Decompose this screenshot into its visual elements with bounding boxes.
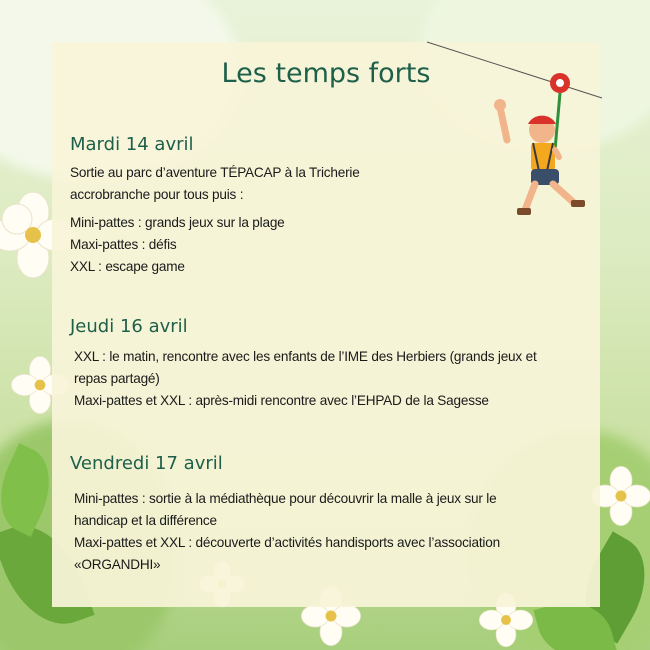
section-heading: Jeudi 16 avril xyxy=(70,316,188,337)
text-line: XXL : escape game xyxy=(70,259,185,274)
text-line: Mini-pattes : sortie à la médiathèque pour découvrir la malle à jeux sur le xyxy=(74,491,497,506)
text-line: Maxi-pattes : défis xyxy=(70,237,177,252)
text-line: Mini-pattes : grands jeux sur la plage xyxy=(70,215,285,230)
text-line: XXL : le matin, rencontre avec les enfants de l’IME des Herbiers (grands jeux et xyxy=(74,349,537,364)
page-title: Les temps forts xyxy=(221,58,431,89)
content-card xyxy=(52,42,600,607)
text-line: repas partagé) xyxy=(74,371,160,386)
text-line: accrobranche pour tous puis : xyxy=(70,187,244,202)
text-line: Sortie au parc d’aventure TÉPACAP à la Tricherie xyxy=(70,165,360,180)
section-body xyxy=(74,346,594,412)
text-line: Maxi-pattes et XXL : après-midi rencontre avec l’EHPAD de la Sagesse xyxy=(74,393,489,408)
text-line: Maxi-pattes et XXL : découverte d’activités handisports avec l’association xyxy=(74,535,500,550)
text-line: handicap et la différence xyxy=(74,513,217,528)
text-line: «ORGANDHI» xyxy=(74,557,161,572)
section-heading: Vendredi 17 avril xyxy=(70,453,223,474)
section-heading: Mardi 14 avril xyxy=(70,134,194,155)
section-body xyxy=(74,488,590,576)
section-body xyxy=(70,162,590,278)
